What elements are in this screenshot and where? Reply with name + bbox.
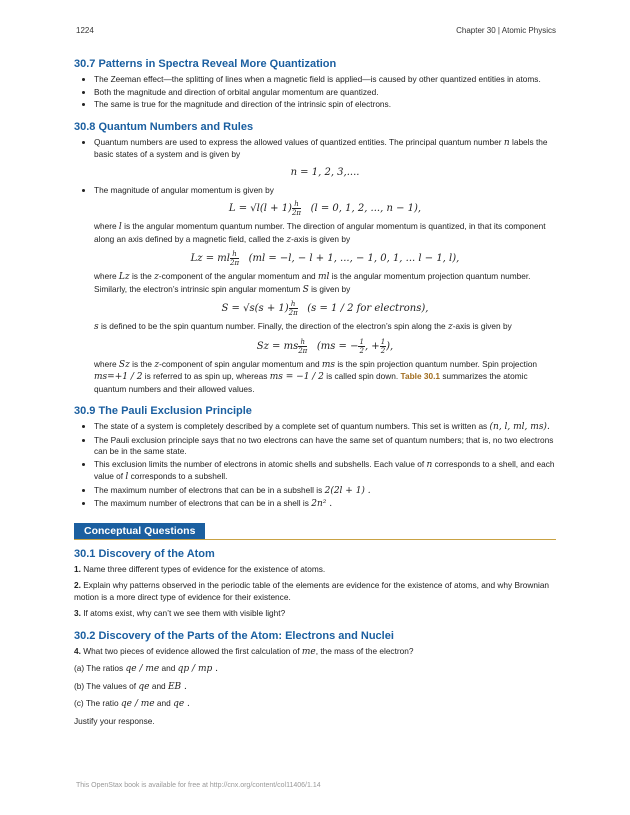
- section-30-8-list: [74, 137, 556, 396]
- section-30-7-list: [74, 74, 556, 111]
- list-item: • The same is true for the magnitude and direction of the intrinsic spin of electrons.: [94, 99, 556, 111]
- list-item: • The magnitude of angular momentum is given by L = √l(l + 1) $\frac{h}{2\pi}$ (l = 0, 1, 2, ..., n − 1), where l is the angular momentum quantum number. The direction of angular momentum is quantized, in that its component along an axis defined by a magnetic field, called the z-axis is given by Lz = ml $\frac{h}{2\pi}$ (ml = −l, − l + 1, ..., − 1, 0, 1, ... l − 1, l), where Lz is the z-component of the angular momentum and ml is the angular momentum projection quantum number. Similarly, the electron’s intrinsic spin angular momentum S is given by S = √s(s + 1) $\frac{h}{2\pi}$ (s = 1 / 2 for electrons), s is defined to be the spin quantum number. Finally, the direction of the electron’s spin along the z-axis is given by Sz = ms $\frac{h}{2\pi}$ (ms = − $\frac{1}{2}$ , + $\frac{1}{2}$ ), where Sz is the z-component of spin angular momentum and ms is the spin projection quantum number. Spin projection ms=+1 / 2 is referred to as spin up, whereas ms = −1 / 2 is called spin down. Table 30.1 summarizes the atomic quantum numbers and their allowed values.: [94, 185, 556, 396]
- section-30-7-title: 30.7 Patterns in Spectra Reveal More Quantization: [74, 58, 337, 70]
- list-item: • Both the magnitude and direction of orbital angular momentum are quantized.: [94, 87, 556, 99]
- page-number: 1224: [76, 26, 94, 35]
- question-4a: (a) The ratios qe / me and qp / mp .: [74, 663, 218, 674]
- question-4: 4. What two pieces of evidence allowed the first calculation of me, the mass of the electron?: [74, 645, 414, 657]
- section-30-2-title: 30.2 Discovery of the Parts of the Atom: Electrons and Nuclei: [74, 629, 394, 642]
- section-30-9-list: [74, 421, 556, 511]
- section-30-9-title: 30.9 The Pauli Exclusion Principle: [74, 405, 252, 417]
- list-item: • The Zeeman effect—the splitting of lines when a magnetic field is applied—is caused by other quantized entities in atoms.: [94, 74, 556, 86]
- chapter-header: Chapter 30 | Atomic Physics: [456, 26, 556, 35]
- footer-note: This OpenStax book is available for free at http://cnx.org/content/col11406/1.14: [76, 782, 321, 789]
- list-item: • Quantum numbers are used to express the allowed values of quantized entities. The principal quantum number n labels the basic states of a system and is given by n = 1, 2, 3,....: [94, 137, 556, 181]
- list-item: • The maximum number of electrons that can be in a subshell is 2(2l + 1) .: [94, 485, 556, 498]
- equation-Sz: Sz = ms $\frac{h}{2\pi}$ (ms = − $\frac{1}{2}$ , + $\frac{1}{2}$ ),: [256, 337, 394, 355]
- justify-text: Justify your response.: [74, 715, 155, 726]
- section-30-8-title: 30.8 Quantum Numbers and Rules: [74, 120, 254, 133]
- list-item: • The Pauli exclusion principle says that no two electrons can have the same set of quantum numbers; that is, no two electrons can be in the same state.: [94, 435, 556, 458]
- list-item: • This exclusion limits the number of electrons in atomic shells and subshells. Each value of n corresponds to a shell, and each value of l corresponds to a subshell.: [94, 459, 556, 484]
- list-item: • The maximum number of electrons that can be in a shell is 2n² .: [94, 498, 556, 511]
- equation-L: L = √l(l + 1) $\frac{h}{2\pi}$ (l = 0, 1, 2, ..., n − 1),: [228, 200, 422, 217]
- question-1: 1. Name three different types of evidence for the existence of atoms.: [74, 563, 326, 574]
- conceptual-questions-title: Conceptual Questions: [74, 523, 205, 539]
- page-content: [74, 58, 556, 732]
- question-4c: (c) The ratio qe / me and qe .: [74, 698, 190, 709]
- conceptual-questions-bar: [74, 523, 556, 540]
- question-2: 2. Explain why patterns observed in the periodic table of the elements are evidence for the existence of atoms, and why Brownian motion is a more direct type of evidence for their existence.: [74, 580, 550, 602]
- table-30-1-link[interactable]: Table 30.1: [400, 371, 441, 381]
- section-30-1-title: 30.1 Discovery of the Atom: [74, 547, 215, 560]
- equation-n: n = 1, 2, 3,....: [290, 166, 360, 178]
- question-4b: (b) The values of qe and EB .: [74, 680, 187, 692]
- list-item: • The state of a system is completely described by a complete set of quantum numbers. This set is written as (n, l, ml, ms).: [94, 421, 556, 434]
- equation-Lz: Lz = ml $\frac{h}{2\pi}$ (ml = −l, − l + 1, ..., − 1, 0, 1, ... l − 1, l),: [190, 250, 460, 267]
- question-3: 3. If atoms exist, why can’t we see them with visible light?: [74, 608, 286, 618]
- equation-S: S = √s(s + 1) $\frac{h}{2\pi}$ (s = 1 / 2 for electrons),: [221, 300, 429, 317]
